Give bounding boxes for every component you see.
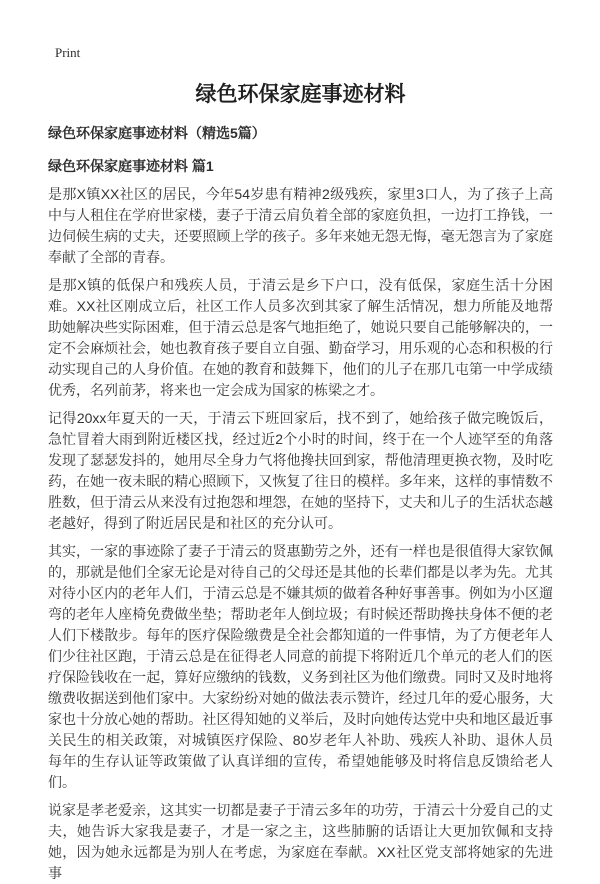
article-body [48,184,553,884]
paragraph-4: 其实，一家的事迹除了妻子于清云的贤惠勤劳之外，还有一样也是很值得大家钦佩的，那就是他们全家无论是对待自己的父母还是其他的长辈们都是以孝为先。尤其对待小区内的老年人们，于清云总是不嫌其烦的做着各种好事善事。例如为小区遛弯的老年人座椅免费做坐垫；帮助老年人倒垃圾；有时候还帮助搀扶身体不便的老人们下楼散步。每年的医疗保险缴费是全社会都知道的一件事情，为了方便老年人们少往社区跑，于清云总是在征得老人同意的前提下将附近几个单元的老人们的医疗保险钱收在一起，算好应缴纳的钱数，义务到社区为他们缴费。同时又及时地将缴费收据送到他们家中。大家纷纷对她的做法表示赞许，经过几年的爱心服务，大家也十分放心她的帮助。社区得知她的义举后，及时向她传达党中央和地区最近事关民生的相关政策，对城镇医疗保险、80岁老年人补助、残疾人补助、退休人员每年的生存认证等政策做了认真详细的宣传，希望她能够及时将信息反馈给老人们。 [48,543,553,790]
paragraph-3: 记得20xx年夏天的一天，于清云下班回家后，找不到了，她给孩子做完晚饭后，急忙冒着大雨到附近楼区找，经过近2个小时的时间，终于在一个人迹罕至的角落发现了瑟瑟发抖的，她用尽全身力气将他搀扶回到家，帮他清理更换衣物，及时吃药，在她一夜未眠的精心照顾下，又恢复了往日的模样。多年来，这样的事情数不胜数，但于清云从来没有过抱怨和埋怨，在她的坚持下，丈夫和儿子的生活状态越老越好，得到了附近居民是和社区的充分认可。 [48,410,553,531]
page-title: 绿色环保家庭事迹材料 [195,83,406,106]
paragraph-1: 是那X镇XX社区的居民，今年54岁患有精神2级残疾，家里3口人，为了孩子上高中与人租住在学府世家楼，妻子于清云肩负着全部的家庭负担，一边打工挣钱，一边伺候生病的丈夫，还要照顾上学的孩子。多年来她无怨无悔，毫无怨言为了家庭奉献了全部的青春。 [48,186,553,265]
print-button[interactable]: Print [55,45,81,60]
section-heading: 绿色环保家庭事迹材料 篇1 [48,158,214,174]
document-subtitle: 绿色环保家庭事迹材料（精选5篇） [48,125,266,141]
paragraph-5: 说家是孝老爱亲，这其实一切都是妻子于清云多年的功劳，于清云十分爱自己的丈夫，她告诉大家我是妻子，才是一家之主，这些肺腑的话语让大更加钦佩和支持她，因为她永远都是为别人在考虑，为家庭在奉献。XX社区党支部将她家的先进事 [48,802,553,881]
paragraph-2: 是那X镇的低保户和残疾人员，于清云是乡下户口，没有低保，家庭生活十分困难。XX社区刚成立后，社区工作人员多次到其家了解生活情况，想力所能及地帮助她解决些实际困难，但于清云总是客气地拒绝了，她说只要自己能够解决的，一定不会麻烦社会，她也教育孩子要自立自强、勤奋学习，用乐观的心态和积极的行动实现自己的人身价值。在她的教育和鼓舞下，他们的儿子在那几屯第一中学成绩优秀，名列前茅，将来也一定会成为国家的栋梁之才。 [48,277,553,398]
